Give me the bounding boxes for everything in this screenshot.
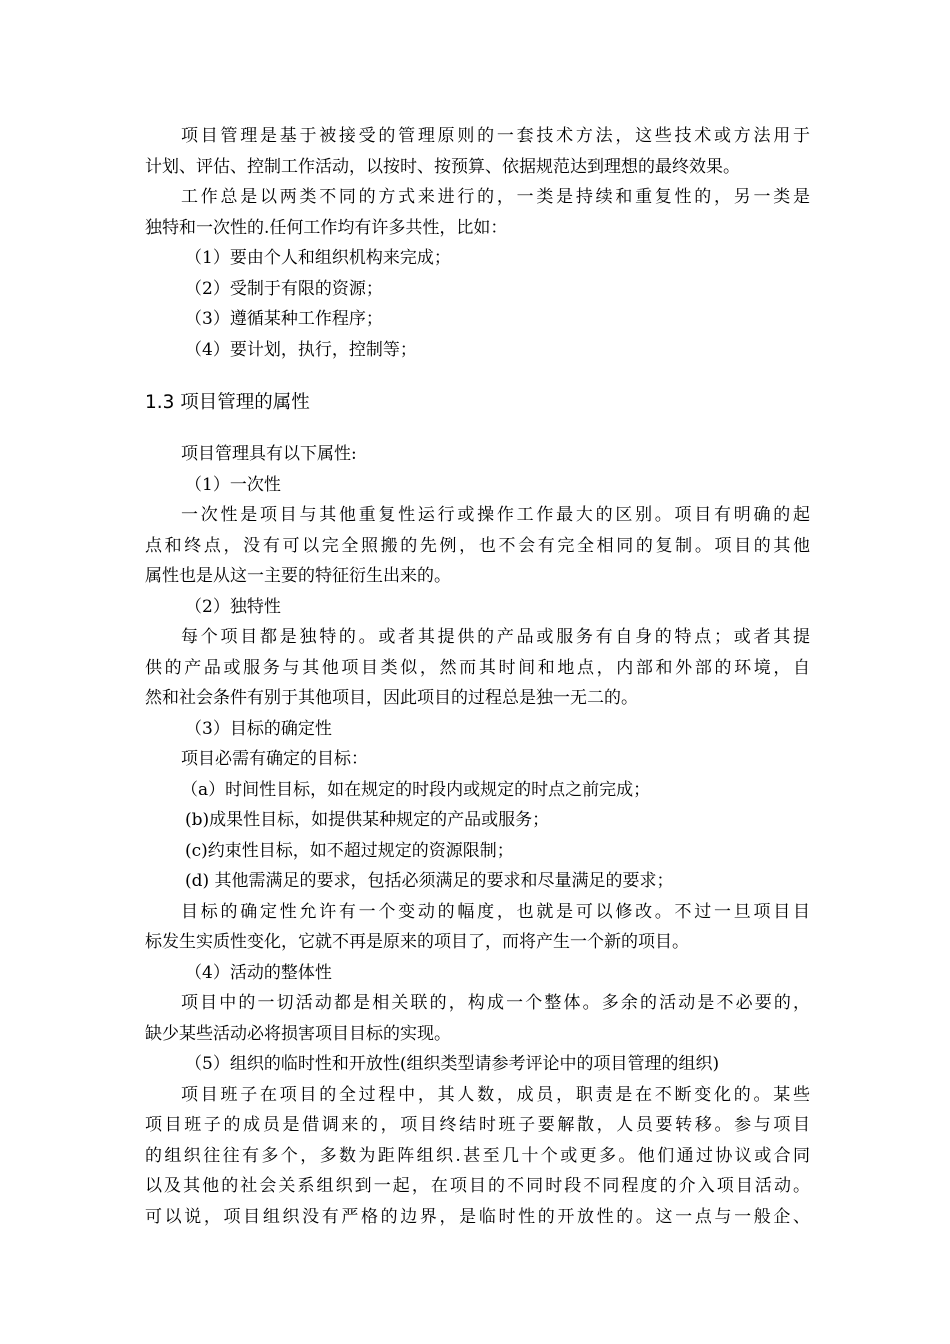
para1-line-2: 计划、评估、控制工作活动，以按时、按预算、依据规范达到理想的最终效果。 bbox=[145, 156, 740, 177]
list-item-2: （2）受制于有限的资源； bbox=[185, 278, 383, 299]
attr3-line-1: 目标的确定性允许有一个变动的幅度，也就是可以修改。不过一旦项目目 bbox=[181, 901, 810, 922]
para2-line-1: 工作总是以两类不同的方式来进行的，一类是持续和重复性的，另一类是 bbox=[181, 187, 810, 207]
attr1-line-2: 点和终点，没有可以完全照搬的先例，也不会有完全相同的复制。项目的其他 bbox=[145, 535, 810, 556]
attr5-line-5: 可以说，项目组织没有严格的边界，是临时性的开放性的。这一点与一般企、 bbox=[145, 1206, 810, 1227]
attr4-line-2: 缺少某些活动必将损害项目目标的实现。 bbox=[145, 1023, 451, 1044]
list-item-3: （3）遵循某种工作程序； bbox=[185, 309, 383, 329]
attr1-line-1: 一次性是项目与其他重复性运行或操作工作最大的区别。项目有明确的起 bbox=[181, 505, 810, 525]
attr3-item-d: (d) 其他需满足的要求，包括必须满足的要求和尽量满足的要求； bbox=[185, 871, 674, 891]
attr3-intro: 项目必需有确定的目标： bbox=[181, 749, 368, 769]
attr5-line-1: 项目班子在项目的全过程中，其人数，成员，职责是在不断变化的。某些 bbox=[181, 1084, 810, 1105]
attr2-line-2: 供的产品或服务与其他项目类似，然而其时间和地点，内部和外部的环境，自 bbox=[145, 657, 810, 678]
para2-line-2: 独特和一次性的.任何工作均有许多共性，比如： bbox=[145, 217, 508, 238]
attr5-line-3: 的组织往往有多个，多数为距阵组织.甚至几十个或更多。他们通过协议或合同 bbox=[145, 1145, 810, 1166]
attr5-title: （5）组织的临时性和开放性(组织类型请参考评论中的项目管理的组织) bbox=[185, 1054, 720, 1074]
attr2-title: （2）独特性 bbox=[185, 596, 281, 617]
attr3-item-b: (b)成果性目标，如提供某种规定的产品或服务； bbox=[185, 810, 550, 830]
attr1-title: （1）一次性 bbox=[185, 474, 281, 495]
attr2-line-1: 每个项目都是独特的。或者其提供的产品或服务有自身的特点；或者其提 bbox=[181, 627, 810, 647]
attr2-line-3: 然和社会条件有别于其他项目，因此项目的过程总是独一无二的。 bbox=[145, 688, 638, 708]
attr3-line-2: 标发生实质性变化，它就不再是原来的项目了，而将产生一个新的项目。 bbox=[145, 932, 689, 952]
attr3-title: （3）目标的确定性 bbox=[185, 718, 332, 739]
attr5-line-4: 以及其他的社会关系组织到一起，在项目的不同时段不同程度的介入项目活动。 bbox=[145, 1176, 810, 1196]
attr3-item-c: (c)约束性目标，如不超过规定的资源限制； bbox=[185, 840, 514, 861]
list-item-4: （4）要计划，执行，控制等； bbox=[185, 339, 417, 360]
section-heading: 1.3 项目管理的属性 bbox=[145, 392, 310, 413]
document-page bbox=[145, 121, 810, 1232]
attr5-line-2: 项目班子的成员是借调来的，项目终结时班子要解散，人员要转移。参与项目 bbox=[145, 1115, 810, 1135]
attr4-line-1: 项目中的一切活动都是相关联的，构成一个整体。多余的活动是不必要的， bbox=[181, 993, 810, 1013]
para1-line-1: 项目管理是基于被接受的管理原则的一套技术方法，这些技术或方法用于 bbox=[181, 126, 810, 146]
attr4-title: （4）活动的整体性 bbox=[185, 962, 332, 983]
attr1-line-3: 属性也是从这一主要的特征衍生出来的。 bbox=[145, 566, 451, 586]
attr3-item-a: （a）时间性目标，如在规定的时段内或规定的时点之前完成； bbox=[181, 779, 651, 800]
intro-line: 项目管理具有以下属性: bbox=[181, 444, 357, 464]
list-item-1: （1）要由个人和组织机构来完成； bbox=[185, 248, 451, 268]
